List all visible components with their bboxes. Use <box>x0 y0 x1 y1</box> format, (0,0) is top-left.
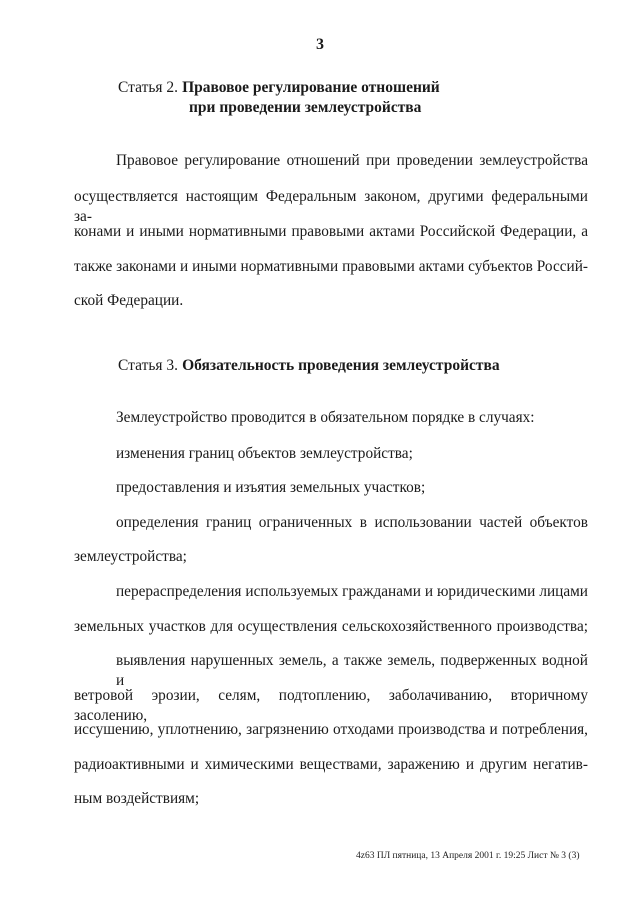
article-3-label: Статья 3. <box>118 357 179 374</box>
page-number: 3 <box>316 36 324 53</box>
article-2-line-2: осуществляется настоящим Федеральным законом, другими федеральными за- <box>74 188 588 225</box>
article-3-line-12: ным воздействиям; <box>74 790 200 807</box>
article-3-line-11: радиоактивными и химическими веществами, заражению и другим негатив- <box>74 756 588 773</box>
article-3-line-10: иссушению, уплотнению, загрязнению отходами производства и потребления, <box>74 721 588 738</box>
article-3-line-7: земельных участков для осуществления сельскохозяйственного производства; <box>74 618 588 635</box>
article-3-line-4: определения границ ограниченных в использовании частей объектов <box>116 514 588 531</box>
footer-stamp: 4z63 ПЛ пятница, 13 Апреля 2001 г. 19:25 Лист № 3 (3) <box>356 851 580 861</box>
article-2-line-4: также законами и иными нормативными правовыми актами субъектов Россий- <box>74 258 588 275</box>
article-2-heading <box>118 79 440 97</box>
article-2-label: Статья 2. <box>118 79 179 96</box>
article-2-line-5: ской Федерации. <box>74 292 184 309</box>
article-3-line-5: землеустройства; <box>74 548 187 565</box>
article-3-line-6: перераспределения используемых гражданами и юридическими лицами <box>116 583 588 600</box>
article-2-title-line2: при проведении землеустройства <box>189 99 422 116</box>
article-2-line-3: конами и иными нормативными правовыми актами Российской Федерации, а <box>74 223 588 240</box>
article-2-title-line1: Правовое регулирование отношений <box>182 79 440 96</box>
article-3-line-2: изменения границ объектов землеустройства; <box>116 445 413 462</box>
article-3-line-8: выявления нарушенных земель, а также земель, подверженных водной и <box>116 652 588 689</box>
article-3-title: Обязательность проведения землеустройства <box>182 357 500 374</box>
article-2-line-1: Правовое регулирование отношений при проведении землеустройства <box>116 152 588 169</box>
article-3-line-3: предоставления и изъятия земельных участков; <box>116 479 426 496</box>
article-3-line-9: ветровой эрозии, селям, подтоплению, заболачиванию, вторичному засолению, <box>74 687 588 724</box>
article-3-heading <box>118 357 500 375</box>
article-3-line-1: Землеустройство проводится в обязательном порядке в случаях: <box>116 409 535 426</box>
